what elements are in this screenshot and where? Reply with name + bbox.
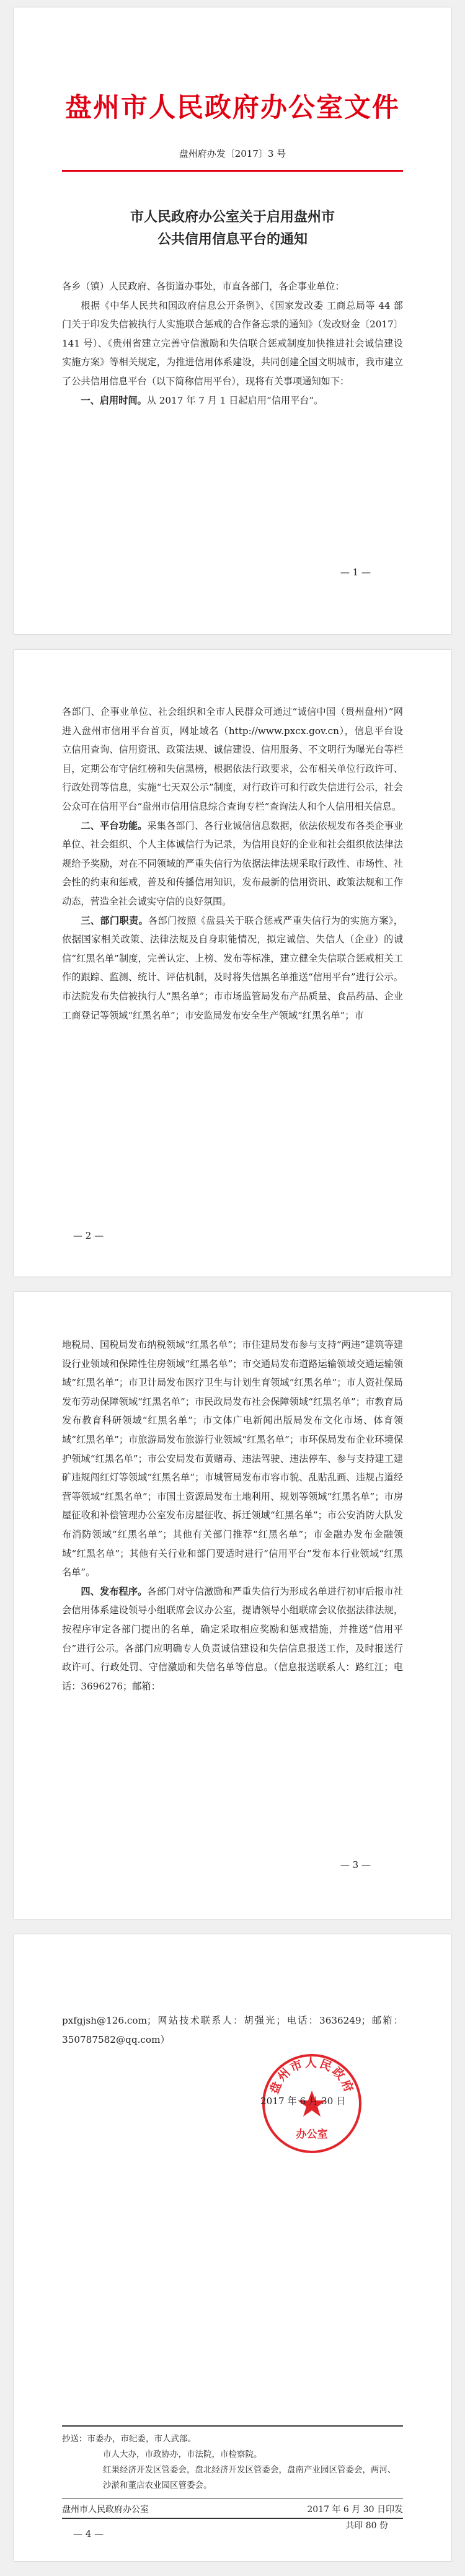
cc-line-1: 市委办，市纪委，市人武部。 [87, 2434, 196, 2444]
document-title [14, 206, 451, 250]
item-3 [62, 911, 403, 1025]
document-number: 盘州府办发〔2017〕3 号 [179, 148, 286, 159]
item-1-heading: 一、启用时间。 [81, 394, 147, 406]
item-2 [62, 817, 403, 911]
cc-line-3: 红果经济开发区管委会，盘北经济开发区管委会，盘南产业园区管委会，两河、沙淤和董店农业园区管委会。 [103, 2465, 396, 2490]
item-4 [62, 1582, 403, 1696]
item-4-text: 各部门对守信激励和严重失信行为形成名单进行初审后报市社会信用体系建设领导小组联席会议办公室，提请领导小组联席会议依据法律法规，按程序审定各部门提出的名单，确定采取相应奖励和惩戒措施，并推送“信用平台”进行公示。各部门应明确专人负责诚信建设和失信信息报送工作，及时报送行政许可、行政处罚、守信激励和失信名单等信息。（信息报送联系人：路红江；电话：3696276；邮箱： [62, 1585, 404, 1692]
seal-text-bottom: 办公室 [296, 2128, 328, 2141]
addressee: 各乡（镇）人民政府、各街道办事处，市直各部门，各企事业单位： [62, 281, 345, 292]
item-1 [62, 391, 403, 410]
document-title-line-1: 市人民政府办公室关于启用盘州市 [130, 209, 335, 225]
document-header-title: 盘州市人民政府办公室文件 [65, 92, 400, 123]
page-number: — 2 — [73, 1230, 104, 1241]
cc-list [62, 2427, 403, 2499]
signature-date: 2017 年 6 月 30 日 [260, 2096, 346, 2107]
copies-count: 共印 80 份 [345, 2521, 388, 2531]
paragraph-continued: 地税局、国税局发布纳税领域“红黑名单”；市住建局发布参与支持“两违”建筑等建设行业领域和保障性住房领域“红黑名单”；市交通局发布道路运输领域交通运输领域“红黑名单”；市卫计局发布医疗卫生与计划生育领域“红黑名单”；市人资社保局发布劳动保障领域“红黑名单”；市民政局发布社会保障领域“红黑名单”；市教育局发布教育科研领域“红黑名单”；市文体广电新闻出版局发布文化市场、体育领域“红黑名单”；市旅游局发布旅游行业领域“红黑名单”；市环保局发布企业环境保护领域“红黑名单”；市公安局发布黄赌毒、违法驾驶、违法停车、参与支持建工建矿违规闯红灯等领域“红黑名单”；市城管局发布市容市貌、乱贴乱画、违规占道经营等领域“红黑名单”；市国土资源局发布土地利用、规划等领域“红黑名单”；市房屋征收和补偿管理办公室发布房屋征收、拆迁领域“红黑名单”；市公安消防大队发布消防领域“红黑名单”；其他有关部门推荐“红黑名单”；市金融办发布金融领域“红黑名单”；其他有关行业和部门要适时进行“信用平台”发布本行业领域“红黑名单”。 [62, 1339, 403, 1578]
page-number: — 1 — [340, 567, 371, 578]
svg-text:盘州市人民政府 [267, 2056, 356, 2096]
issuer: 盘州市人民政府办公室 [62, 2505, 149, 2515]
document-page-1 [14, 7, 451, 634]
item-3-text: 各部门按照《盘县关于联合惩戒严重失信行为的实施方案》，依据国家相关政策、法律法规及自身职能情况，拟定诚信、失信人（企业）的诚信“红黑名单”制度，完善认定、上榜、发布等标准，建立健全失信联合惩戒相关工作的跟踪、监测、统计、评估机制，及时将失信黑名单推送“信用平台”进行公示。市法院发布失信被执行人“黑名单”；市市场监管局发布产品质量、食品药品、企业工商登记等领域“红黑名单”；市安监局发布安全生产领域“红黑名单”；市 [62, 914, 403, 1021]
document-page-3 [14, 1292, 451, 1919]
document-title-line-2: 公共信用信息平台的通知 [157, 231, 308, 247]
page-4-body [62, 2011, 403, 2049]
page-3-body [62, 1335, 403, 1696]
paragraph-continued: pxfgjsh@126.com；网站技术联系人：胡强光；电话：3636249；邮箱：350787582@qq.com） [62, 2015, 403, 2045]
item-1-text: 从 2017 年 7 月 1 日起启用“信用平台”。 [146, 394, 324, 406]
red-divider-line [62, 170, 403, 172]
paragraph-intro: 根据《中华人民共和国政府信息公开条例》、《国家发改委 工商总局等 44 部门关于印发失信被执行人实施联合惩戒的合作备忘录的通知》（发改财金〔2017〕141 号）、《贵州省建立完善守信激励和失信联合惩戒制度加快推进社会诚信建设实施方案》等相关规定，为推进信用体系建设，共同创建全国文明城市，我市建立了公共信用信息平台（以下简称信用平台），现将有关事项通知如下： [62, 299, 403, 387]
cc-label: 抄送： [62, 2434, 87, 2444]
page-number: — 3 — [340, 1859, 371, 1870]
page-number: — 4 — [73, 2528, 104, 2539]
item-2-text: 采集各部门、各行业诚信信息数据，依法依规发布各类企事业单位、社会组织、个人主体诚信行为记录，为信用良好的企业和社会组织依法律法规给予奖励，对在不同领域的严重失信行为依据法律法规采取行政性、市场性、社会性的约束和惩戒，普及和传播信用知识，发布最新的信用资讯、政策法规和工作动态，营造全社会诚实守信的良好氛围。 [62, 820, 404, 907]
item-2-heading: 二、平台功能。 [81, 820, 148, 831]
document-footer [62, 2425, 403, 2531]
issuer-row [62, 2499, 403, 2518]
cc-line-2: 市人大办，市政协办，市法院，市检察院。 [103, 2450, 262, 2459]
document-page-4 [14, 1934, 451, 2561]
item-4-heading: 四、发布程序。 [81, 1585, 148, 1597]
item-3-heading: 三、部门职责。 [81, 914, 148, 926]
page-1-body [62, 277, 403, 410]
paragraph-continued: 各部门、企事业单位、社会组织和全市人民群众可通过“诚信中国（贵州盘州）”网进入盘州市信用平台首页，网址域名（http://www.pxcx.gov.cn），信息平台设立信用查询、信用资讯、政策法规、诚信建设、信用服务、不文明行为曝光台等栏目，定期公布守信红榜和失信黑榜，根据依法行政要求，公布相关单位行政许可、行政处罚等信息，实施“七天双公示”制度，对行政许可和行政失信进行公示，社会公众可在信用平台“盘州市信用信息综合查询专栏”查询法人和个人信用相关信息。 [62, 706, 403, 812]
seal-text-top: 盘州市人民政府 [267, 2056, 356, 2096]
document-page-2 [14, 650, 451, 1277]
page-2-body [62, 702, 403, 1025]
issue-date: 2017 年 6 月 30 日印发 [307, 2505, 403, 2515]
